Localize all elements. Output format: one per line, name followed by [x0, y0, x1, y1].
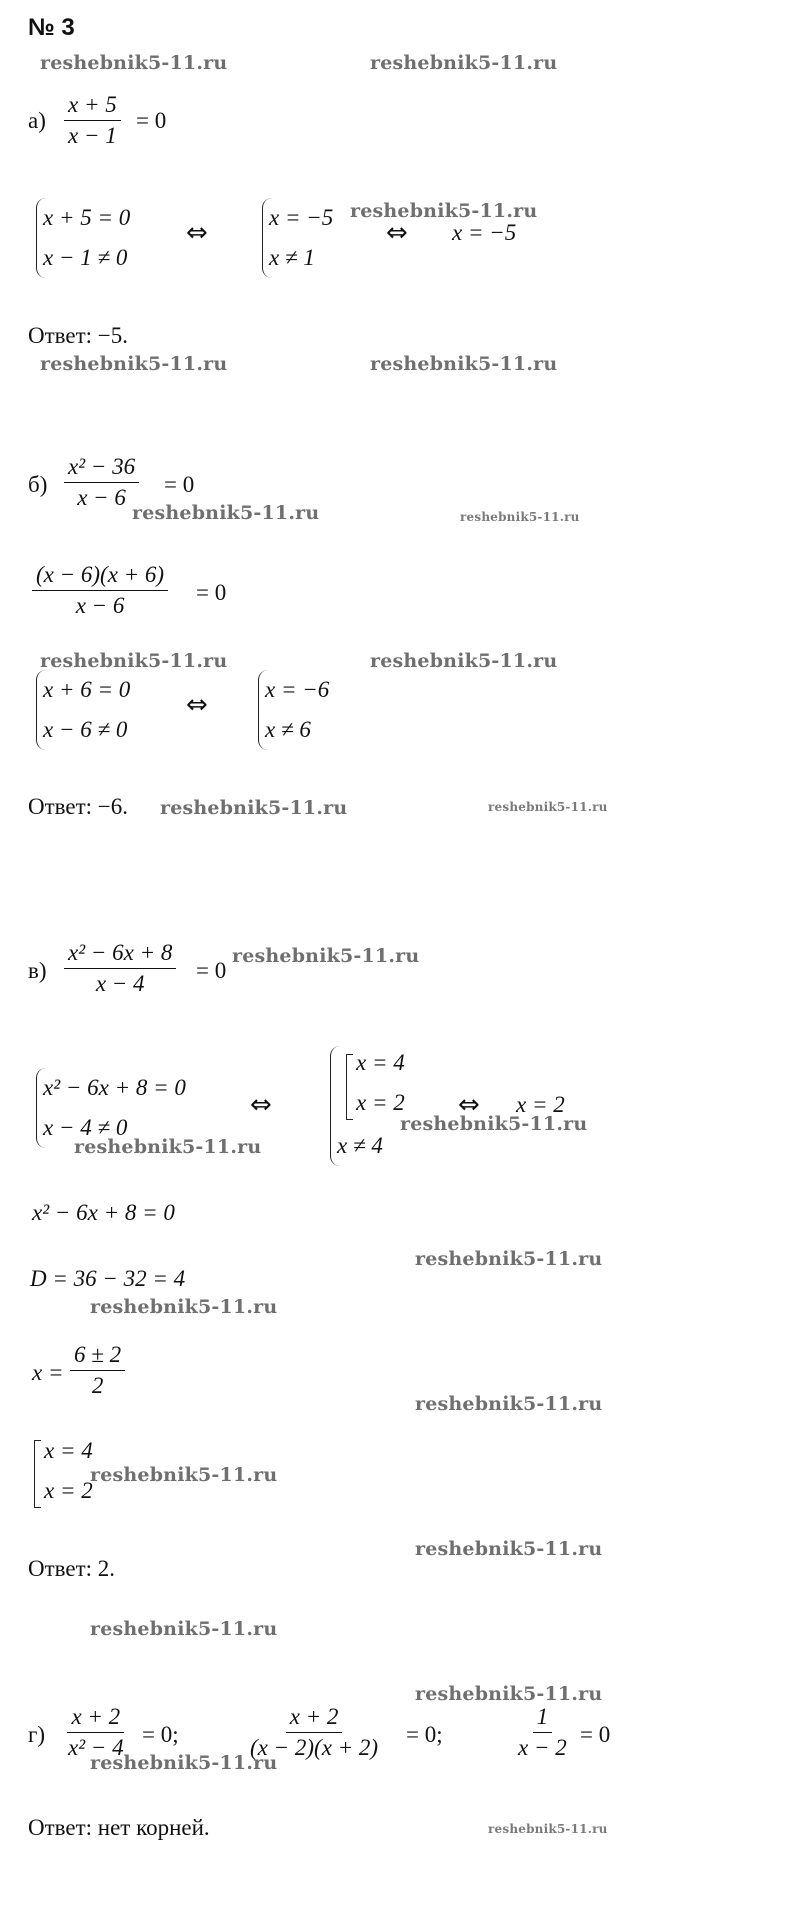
- system-line: x − 1 ≠ 0: [43, 245, 128, 270]
- system-line: x ≠ 1: [269, 245, 315, 270]
- system-line: x − 4 ≠ 0: [43, 1115, 128, 1140]
- watermark: reshebnik5-11.ru: [415, 1538, 603, 1560]
- part-b-system-2: [258, 670, 329, 750]
- set-line: x = 4: [356, 1050, 405, 1075]
- watermark: reshebnik5-11.ru: [74, 1136, 262, 1158]
- part-b-system-1: [36, 670, 130, 750]
- equivalence-icon: ⇔: [386, 218, 408, 248]
- part-a-system-1: [36, 198, 130, 278]
- numerator: x² − 36: [64, 454, 139, 483]
- part-v-result: x = 2: [516, 1092, 565, 1117]
- watermark: reshebnik5-11.ru: [90, 1296, 278, 1318]
- part-v-answer: Ответ: 2.: [28, 1556, 116, 1581]
- watermark: reshebnik5-11.ru: [488, 800, 608, 814]
- part-b-answer: Ответ: −6.: [28, 794, 129, 819]
- system-line: x = −6: [265, 677, 330, 702]
- watermark: reshebnik5-11.ru: [415, 1393, 603, 1415]
- part-v-x-eq: x =: [32, 1360, 64, 1385]
- part-a-result: x = −5: [452, 220, 517, 245]
- denominator: x − 4: [95, 971, 145, 996]
- part-g-eq-1: = 0;: [142, 1722, 179, 1747]
- watermark: reshebnik5-11.ru: [90, 1618, 278, 1640]
- denominator: x − 2: [518, 1735, 567, 1760]
- problem-number: № 3: [28, 14, 75, 41]
- watermark: reshebnik5-11.ru: [350, 200, 538, 222]
- part-v-quadratic: x² − 6x + 8 = 0: [32, 1200, 175, 1225]
- system-line: x − 6 ≠ 0: [43, 717, 128, 742]
- equivalence-icon: ⇔: [458, 1090, 480, 1120]
- denominator: (x − 2)(x + 2): [250, 1735, 379, 1760]
- part-v-discriminant: D = 36 − 32 = 4: [30, 1266, 186, 1291]
- numerator: (x − 6)(x + 6): [32, 562, 168, 591]
- denominator: x − 1: [68, 123, 117, 148]
- numerator: x + 2: [67, 1704, 124, 1733]
- system-line: x + 5 = 0: [43, 205, 131, 230]
- part-a-fraction: [64, 92, 121, 149]
- numerator: x + 2: [286, 1704, 343, 1733]
- watermark: reshebnik5-11.ru: [460, 510, 580, 524]
- part-v-x-fraction: [70, 1342, 125, 1399]
- system-line: x² − 6x + 8 = 0: [43, 1075, 186, 1100]
- part-b-eq: = 0: [164, 472, 195, 497]
- part-g-fraction-3: [514, 1704, 571, 1761]
- numerator: 6 ± 2: [70, 1342, 125, 1371]
- set-line: x = 2: [44, 1478, 93, 1503]
- part-a-label: а): [28, 108, 46, 133]
- denominator: x − 6: [77, 485, 126, 510]
- denominator: x − 6: [75, 593, 125, 618]
- part-b-fraction: [64, 454, 139, 511]
- watermark: reshebnik5-11.ru: [400, 1113, 588, 1135]
- system-line: x ≠ 6: [265, 717, 311, 742]
- numerator: 1: [533, 1704, 553, 1733]
- watermark: reshebnik5-11.ru: [90, 1752, 278, 1774]
- part-g-eq-3: = 0: [580, 1722, 611, 1747]
- system-line: x + 6 = 0: [43, 677, 131, 702]
- equivalence-icon: ⇔: [186, 690, 208, 720]
- part-v-label: в): [28, 958, 47, 983]
- denominator: 2: [91, 1373, 104, 1398]
- set-bracket: [34, 1440, 41, 1508]
- equivalence-icon: ⇔: [250, 1090, 272, 1120]
- part-b-fraction-2: [32, 562, 168, 619]
- watermark: reshebnik5-11.ru: [160, 797, 348, 819]
- watermark: reshebnik5-11.ru: [40, 650, 228, 672]
- watermark: reshebnik5-11.ru: [232, 945, 420, 967]
- watermark: reshebnik5-11.ru: [132, 502, 320, 524]
- watermark: reshebnik5-11.ru: [370, 650, 558, 672]
- set-bracket: [346, 1054, 353, 1120]
- equivalence-icon: ⇔: [186, 218, 208, 248]
- numerator: x² − 6x + 8: [64, 940, 176, 969]
- set-line: x = 2: [356, 1090, 405, 1115]
- set-line: x = 4: [44, 1438, 93, 1463]
- watermark: reshebnik5-11.ru: [415, 1248, 603, 1270]
- watermark: reshebnik5-11.ru: [40, 52, 228, 74]
- part-g-eq-2: = 0;: [406, 1722, 443, 1747]
- part-g-answer: Ответ: нет корней.: [28, 1815, 210, 1840]
- part-b-eq-2: = 0: [196, 580, 227, 605]
- watermark: reshebnik5-11.ru: [90, 1464, 278, 1486]
- watermark: reshebnik5-11.ru: [370, 353, 558, 375]
- denominator: x² − 4: [68, 1735, 124, 1760]
- part-v-eq: = 0: [196, 958, 227, 983]
- part-v-fraction: [64, 940, 176, 997]
- watermark: reshebnik5-11.ru: [488, 1822, 608, 1836]
- system-line: x ≠ 4: [337, 1133, 383, 1158]
- part-g-label: г): [28, 1722, 46, 1747]
- watermark: reshebnik5-11.ru: [40, 353, 228, 375]
- watermark: reshebnik5-11.ru: [370, 52, 558, 74]
- part-a-eq: = 0: [136, 108, 167, 133]
- watermark: reshebnik5-11.ru: [415, 1683, 603, 1705]
- part-b-label: б): [28, 472, 48, 497]
- part-a-system-2: [262, 198, 333, 278]
- system-line: x = −5: [269, 205, 334, 230]
- numerator: x + 5: [64, 92, 121, 121]
- part-a-answer: Ответ: −5.: [28, 323, 129, 348]
